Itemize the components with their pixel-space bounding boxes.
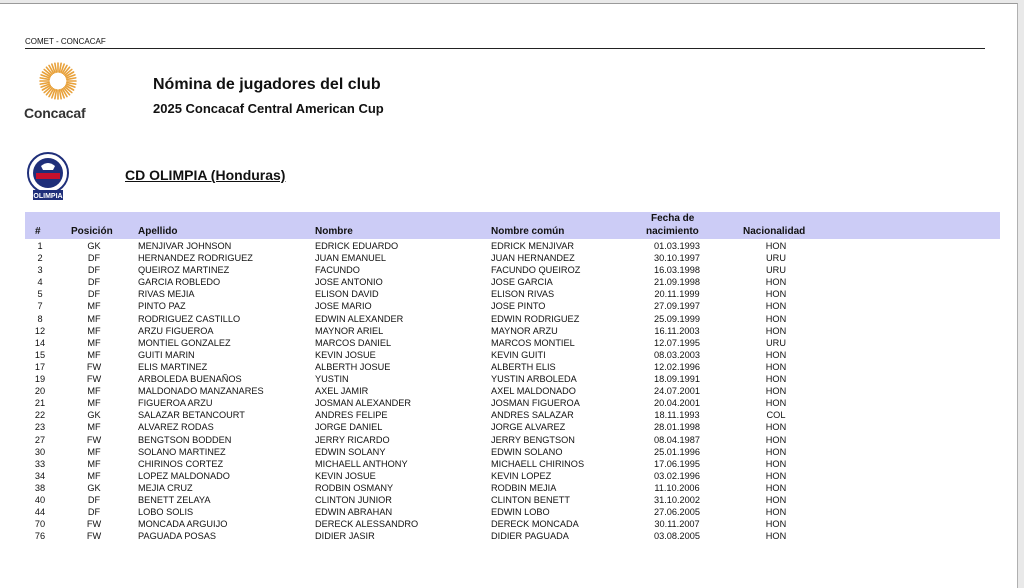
player-birth-date: 03.02.1996 <box>654 470 700 481</box>
player-number: 1 <box>37 241 43 251</box>
player-number: 27 <box>34 434 46 445</box>
player-common-name: KEVIN LOPEZ <box>491 470 552 481</box>
player-name: JERRY RICARDO <box>315 434 390 445</box>
player-birth-date: 27.06.2005 <box>654 507 700 518</box>
player-birth-date: 08.03.2003 <box>654 349 700 360</box>
player-name: ANDRES FELIPE <box>315 410 388 421</box>
player-position: MF <box>87 398 101 409</box>
player-position: DF <box>87 253 101 264</box>
player-number: 3 <box>37 265 43 276</box>
player-surname: FIGUEROA ARZU <box>138 398 213 409</box>
player-nationality: HON <box>765 277 787 288</box>
player-surname: GARCIA ROBLEDO <box>138 277 221 288</box>
player-common-name: DERECK MONCADA <box>491 519 579 530</box>
player-birth-date: 18.09.1991 <box>654 374 700 385</box>
player-nationality: HON <box>765 361 787 372</box>
player-number: 70 <box>34 519 46 530</box>
player-name: MAYNOR ARIEL <box>315 325 384 336</box>
player-common-name: ANDRES SALAZAR <box>491 410 574 421</box>
player-common-name: ALBERTH ELIS <box>491 361 556 372</box>
player-surname: LOBO SOLIS <box>138 507 194 518</box>
player-name: DIDIER JASIR <box>315 531 375 542</box>
header-position: Posición <box>71 226 113 237</box>
player-number: 23 <box>34 422 46 433</box>
player-position: DF <box>87 289 101 300</box>
page-header: COMET - CONCACAF <box>25 37 985 49</box>
table-row <box>0 313 1000 325</box>
player-common-name: JUAN HERNANDEZ <box>491 253 575 264</box>
player-number: 20 <box>34 386 46 397</box>
player-name: ALBERTH JOSUE <box>315 361 391 372</box>
player-name: RODBIN OSMANY <box>315 482 394 493</box>
player-surname: ARZU FIGUEROA <box>138 325 214 336</box>
player-number: 21 <box>34 398 46 409</box>
player-surname: MEJIA CRUZ <box>138 482 193 493</box>
player-name: EDWIN ALEXANDER <box>315 313 404 324</box>
player-name: FACUNDO <box>315 265 360 276</box>
header-common-name: Nombre común <box>491 226 565 237</box>
player-nationality: HON <box>765 507 787 518</box>
player-birth-date: 12.07.1995 <box>654 337 700 348</box>
player-position: MF <box>87 422 101 433</box>
player-position: MF <box>87 325 101 336</box>
player-common-name: EDWIN LOBO <box>491 507 550 518</box>
player-birth-date: 20.04.2001 <box>654 398 700 409</box>
player-nationality: URU <box>766 337 786 348</box>
player-position: MF <box>87 337 101 348</box>
player-common-name: EDRICK MENJIVAR <box>491 241 575 251</box>
player-common-name: AXEL MALDONADO <box>491 386 576 397</box>
player-number: 33 <box>34 458 46 469</box>
player-surname: RODRIGUEZ CASTILLO <box>138 313 241 324</box>
player-surname: HERNANDEZ RODRIGUEZ <box>138 253 253 264</box>
player-common-name: MAYNOR ARZU <box>491 325 558 336</box>
player-nationality: HON <box>765 482 787 493</box>
table-row <box>0 506 1000 518</box>
player-common-name: JOSMAN FIGUEROA <box>491 398 580 409</box>
table-row <box>0 240 1000 252</box>
table-row <box>0 276 1000 288</box>
player-common-name: EDWIN SOLANO <box>491 446 563 457</box>
player-surname: PAGUADA POSAS <box>138 531 216 542</box>
document-title: Nómina de jugadores del club <box>153 76 381 93</box>
player-surname: SOLANO MARTINEZ <box>138 446 226 457</box>
table-row <box>0 446 1000 458</box>
player-birth-date: 17.06.1995 <box>654 458 700 469</box>
player-number: 19 <box>34 374 46 385</box>
club-name: CD OLIMPIA (Honduras) <box>125 167 286 183</box>
player-nationality: HON <box>765 422 787 433</box>
player-birth-date: 31.10.2002 <box>654 494 700 505</box>
player-birth-date: 25.09.1999 <box>654 313 700 324</box>
table-row <box>0 349 1000 361</box>
player-position: MF <box>87 349 101 360</box>
table-row <box>0 397 1000 409</box>
player-birth-date: 01.03.1993 <box>654 241 700 251</box>
player-position: GK <box>87 482 101 493</box>
player-common-name: RODBIN MEJIA <box>491 482 557 493</box>
player-number: 2 <box>37 253 43 264</box>
table-row <box>0 337 1000 349</box>
player-position: DF <box>87 507 101 518</box>
player-name: MARCOS DANIEL <box>315 337 392 348</box>
header-name: Nombre <box>315 226 353 237</box>
player-birth-date: 24.07.2001 <box>654 386 700 397</box>
player-name: DERECK ALESSANDRO <box>315 519 419 530</box>
player-position: FW <box>86 434 102 445</box>
player-position: GK <box>87 410 101 421</box>
player-name: EDWIN ABRAHAN <box>315 507 393 518</box>
player-nationality: HON <box>765 470 787 481</box>
player-number: 38 <box>34 482 46 493</box>
player-nationality: HON <box>765 289 787 300</box>
player-common-name: CLINTON BENETT <box>491 494 570 505</box>
player-name: EDRICK EDUARDO <box>315 241 399 251</box>
player-name: JORGE DANIEL <box>315 422 383 433</box>
player-nationality: URU <box>766 253 786 264</box>
player-position: GK <box>87 241 101 251</box>
player-name: AXEL JAMIR <box>315 386 369 397</box>
player-nationality: HON <box>765 386 787 397</box>
player-common-name: JORGE ALVAREZ <box>491 422 566 433</box>
player-name: KEVIN JOSUE <box>315 349 376 360</box>
player-name: YUSTIN <box>315 374 349 385</box>
player-birth-date: 08.04.1987 <box>654 434 700 445</box>
player-common-name: JOSE GARCIA <box>491 277 553 288</box>
table-row <box>0 288 1000 300</box>
player-table <box>0 240 1000 542</box>
player-position: DF <box>87 277 101 288</box>
player-position: FW <box>86 519 102 530</box>
header-birth-line1: Fecha de <box>651 213 695 224</box>
player-surname: ALVAREZ RODAS <box>138 422 214 433</box>
player-birth-date: 12.02.1996 <box>654 361 700 372</box>
player-nationality: COL <box>766 410 786 421</box>
player-nationality: HON <box>765 374 787 385</box>
player-name: KEVIN JOSUE <box>315 470 376 481</box>
player-common-name: MICHAELL CHIRINOS <box>491 458 585 469</box>
player-common-name: ELISON RIVAS <box>491 289 555 300</box>
table-row <box>0 300 1000 312</box>
table-row <box>0 373 1000 385</box>
player-number: 44 <box>34 507 46 518</box>
player-birth-date: 21.09.1998 <box>654 277 700 288</box>
player-surname: MALDONADO MANZANARES <box>138 386 264 397</box>
player-birth-date: 03.08.2005 <box>654 531 700 542</box>
player-position: DF <box>87 494 101 505</box>
player-nationality: HON <box>765 458 787 469</box>
crest-text: OLIMPIA <box>33 193 63 200</box>
player-name: JUAN EMANUEL <box>315 253 386 264</box>
table-row <box>0 470 1000 482</box>
player-name: JOSMAN ALEXANDER <box>315 398 411 409</box>
player-surname: PINTO PAZ <box>138 301 186 312</box>
player-common-name: MARCOS MONTIEL <box>491 337 575 348</box>
player-number: 14 <box>34 337 46 348</box>
player-surname: QUEIROZ MARTINEZ <box>138 265 230 276</box>
player-number: 4 <box>37 277 43 288</box>
player-position: MF <box>87 446 101 457</box>
player-birth-date: 16.03.1998 <box>654 265 700 276</box>
player-common-name: JOSE PINTO <box>491 301 546 312</box>
player-number: 8 <box>37 313 43 324</box>
player-number: 22 <box>34 410 46 421</box>
player-nationality: HON <box>765 325 787 336</box>
player-surname: MENJIVAR JOHNSON <box>138 241 232 251</box>
player-birth-date: 27.09.1997 <box>654 301 700 312</box>
table-row <box>0 385 1000 397</box>
player-number: 12 <box>34 325 46 336</box>
player-common-name: EDWIN RODRIGUEZ <box>491 313 580 324</box>
header-nationality: Nacionalidad <box>743 226 806 237</box>
player-position: MF <box>87 458 101 469</box>
header-num: # <box>35 226 41 237</box>
player-birth-date: 18.11.1993 <box>654 410 700 421</box>
player-nationality: HON <box>765 349 787 360</box>
player-surname: GUITI MARIN <box>138 349 195 360</box>
player-birth-date: 28.01.1998 <box>654 422 700 433</box>
player-nationality: HON <box>765 241 787 251</box>
player-number: 76 <box>34 531 46 542</box>
player-position: MF <box>87 301 101 312</box>
player-name: CLINTON JUNIOR <box>315 494 392 505</box>
table-row <box>0 252 1000 264</box>
table-row <box>0 458 1000 470</box>
table-row <box>0 409 1000 421</box>
player-number: 40 <box>34 494 46 505</box>
table-row <box>0 264 1000 276</box>
player-nationality: HON <box>765 313 787 324</box>
player-nationality: URU <box>766 265 786 276</box>
player-common-name: JERRY BENGTSON <box>491 434 575 445</box>
player-common-name: FACUNDO QUEIROZ <box>491 265 581 276</box>
document-subtitle: 2025 Concacaf Central American Cup <box>153 101 384 116</box>
table-row <box>0 518 1000 530</box>
header-birth-line2: nacimiento <box>646 226 699 237</box>
player-birth-date: 11.10.2006 <box>654 482 700 493</box>
player-surname: MONCADA ARGUIJO <box>138 519 228 530</box>
player-number: 34 <box>34 470 46 481</box>
player-surname: RIVAS MEJIA <box>138 289 195 300</box>
table-row <box>0 361 1000 373</box>
player-common-name: KEVIN GUITI <box>491 349 546 360</box>
player-nationality: HON <box>765 519 787 530</box>
player-surname: MONTIEL GONZALEZ <box>138 337 231 348</box>
player-position: FW <box>86 361 102 372</box>
player-name: JOSE ANTONIO <box>315 277 383 288</box>
player-surname: BENGTSON BODDEN <box>138 434 232 445</box>
player-surname: BENETT ZELAYA <box>138 494 211 505</box>
player-birth-date: 30.11.2007 <box>654 519 700 530</box>
player-common-name: DIDIER PAGUADA <box>491 531 569 542</box>
player-surname: SALAZAR BETANCOURT <box>138 410 245 421</box>
player-position: MF <box>87 386 101 397</box>
player-birth-date: 20.11.1999 <box>654 289 700 300</box>
player-position: FW <box>86 374 102 385</box>
player-birth-date: 30.10.1997 <box>654 253 700 264</box>
table-row <box>0 421 1000 433</box>
player-surname: ELIS MARTINEZ <box>138 361 208 372</box>
player-number: 7 <box>37 301 43 312</box>
player-surname: ARBOLEDA BUENAÑOS <box>138 374 242 385</box>
player-nationality: HON <box>765 434 787 445</box>
player-number: 5 <box>37 289 43 300</box>
player-nationality: HON <box>765 398 787 409</box>
player-name: EDWIN SOLANY <box>315 446 386 457</box>
player-position: FW <box>86 531 102 542</box>
header-surname: Apellido <box>138 226 178 237</box>
player-nationality: HON <box>765 301 787 312</box>
club-crest-icon <box>25 152 71 204</box>
player-surname: CHIRINOS CORTEZ <box>138 458 224 469</box>
concacaf-wordmark: Concacaf <box>24 105 86 121</box>
player-surname: LOPEZ MALDONADO <box>138 470 230 481</box>
player-name: MICHAELL ANTHONY <box>315 458 408 469</box>
table-row <box>0 530 1000 542</box>
table-row <box>0 325 1000 337</box>
table-header <box>25 212 1000 239</box>
table-row <box>0 494 1000 506</box>
player-position: MF <box>87 470 101 481</box>
player-birth-date: 25.01.1996 <box>654 446 700 457</box>
player-number: 17 <box>34 361 46 372</box>
player-nationality: HON <box>765 446 787 457</box>
table-row <box>0 482 1000 494</box>
player-number: 15 <box>34 349 46 360</box>
player-birth-date: 16.11.2003 <box>654 325 700 336</box>
player-name: ELISON DAVID <box>315 289 379 300</box>
player-position: DF <box>87 265 101 276</box>
player-nationality: HON <box>765 494 787 505</box>
player-number: 30 <box>34 446 46 457</box>
player-nationality: HON <box>765 531 787 542</box>
player-common-name: YUSTIN ARBOLEDA <box>491 374 577 385</box>
table-row <box>0 434 1000 446</box>
document-page <box>0 3 1018 588</box>
player-name: JOSE MARIO <box>315 301 372 312</box>
player-position: MF <box>87 313 101 324</box>
